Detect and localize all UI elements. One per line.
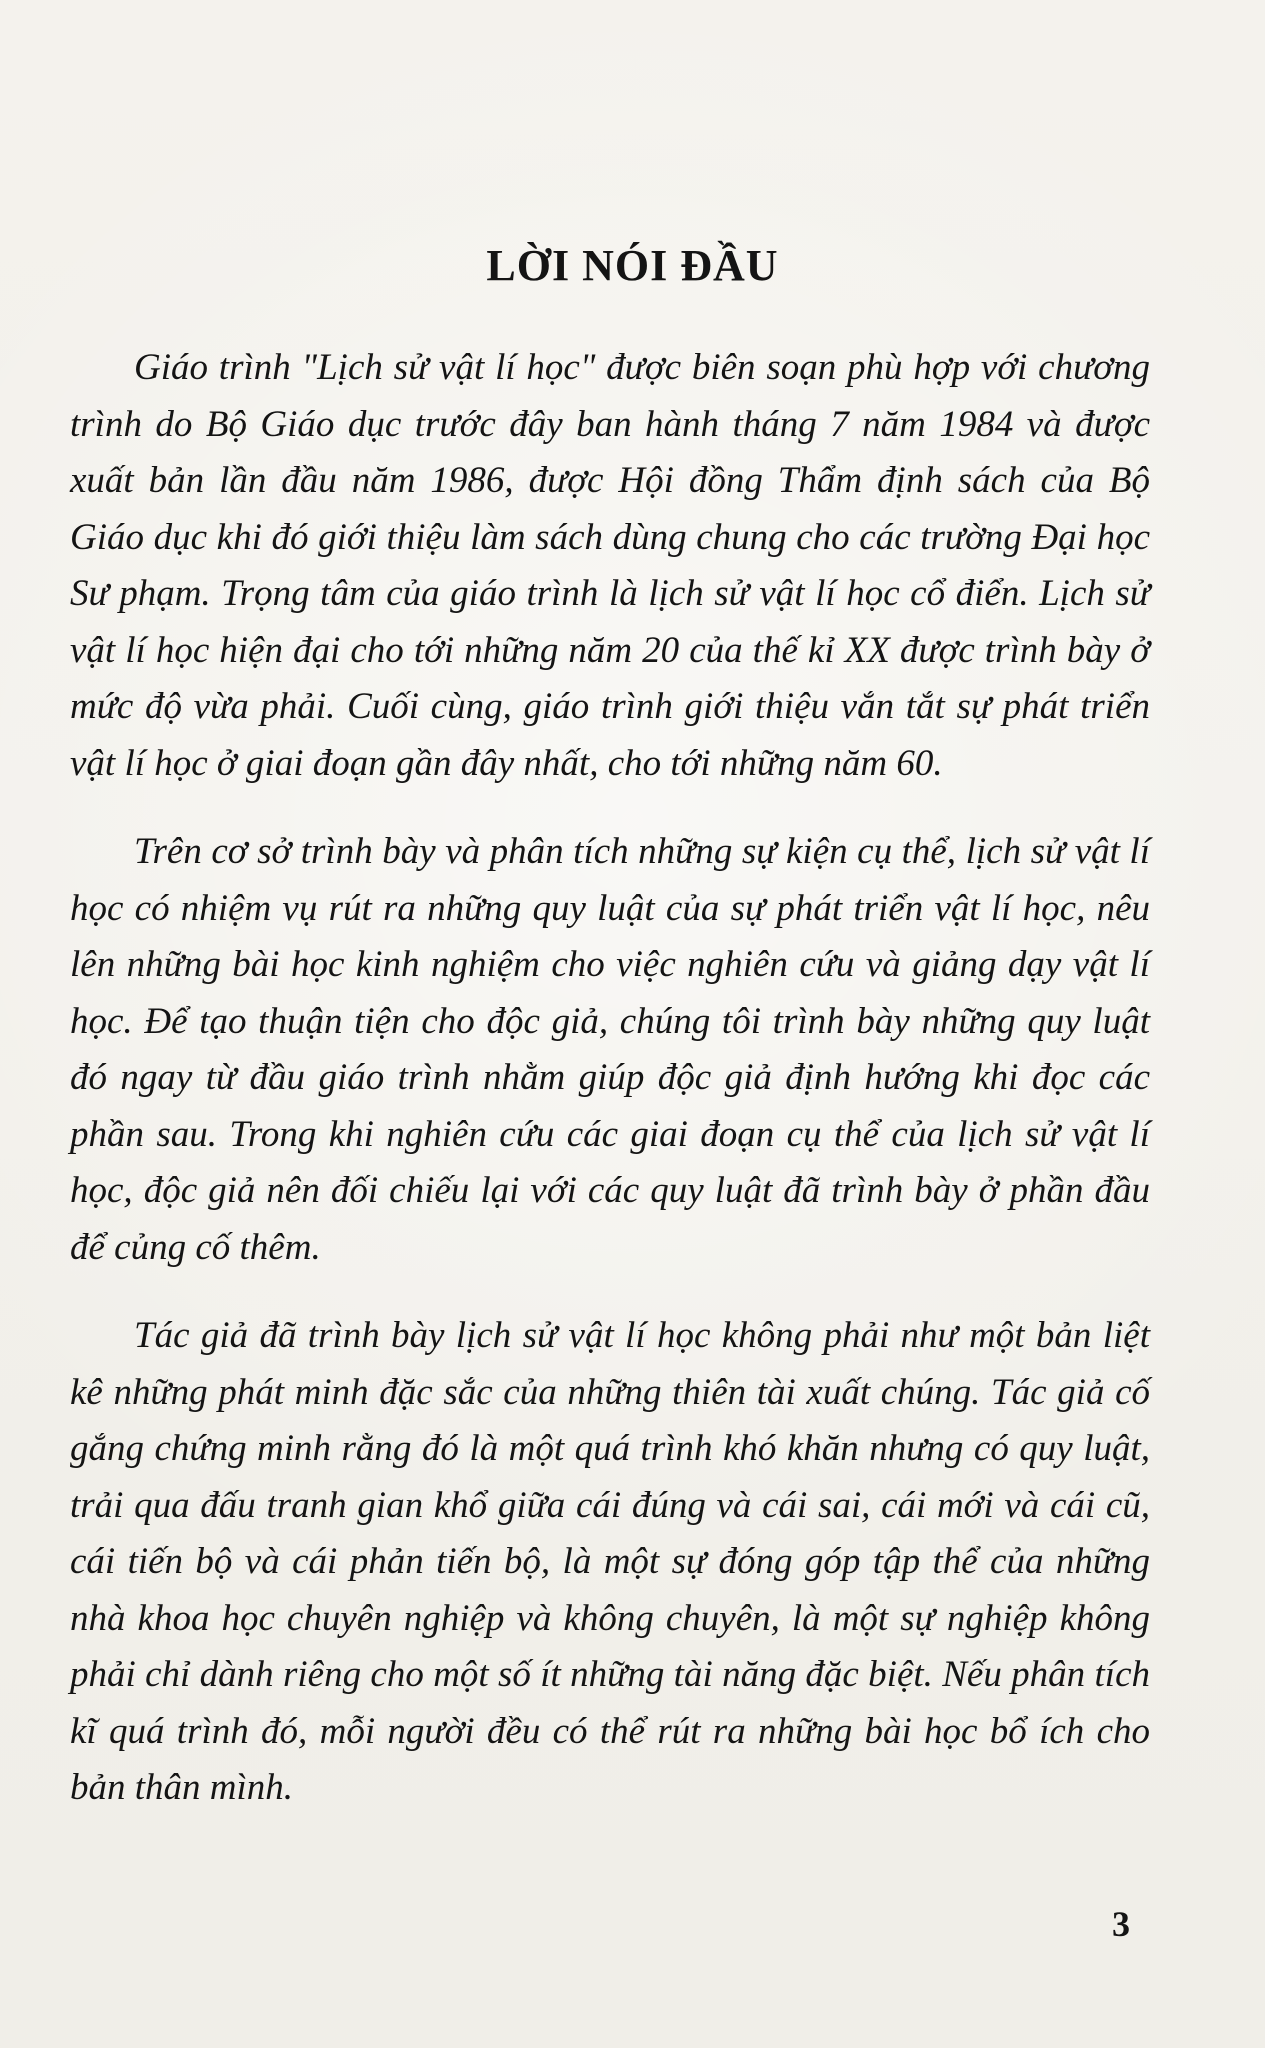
preface-body (70, 340, 1150, 1849)
paragraph-3: Tác giả đã trình bày lịch sử vật lí học không phải như một bản liệt kê những phát minh đặc sắc của những thiên tài xuất chúng. Tác giả cố gắng chứng minh rằng đó là một quá trình khó khăn nhưng có quy luật, trải qua đấu tranh gian khổ giữa cái đúng và cái sai, cái mới và cái cũ, cái tiến bộ và cái phản tiến bộ, là một sự đóng góp tập thể của những nhà khoa học chuyên nghiệp và không chuyên, là một sự nghiệp không phải chỉ dành riêng cho một số ít những tài năng đặc biệt. Nếu phân tích kĩ quá trình đó, mỗi người đều có thể rút ra những bài học bổ ích cho bản thân mình. (70, 1315, 1150, 1808)
paragraph-1: Giáo trình "Lịch sử vật lí học" được biên soạn phù hợp với chương trình do Bộ Giáo dục trước đây ban hành tháng 7 năm 1984 và được xuất bản lần đầu năm 1986, được Hội đồng Thẩm định sách của Bộ Giáo dục khi đó giới thiệu làm sách dùng chung cho các trường Đại học Sư phạm. Trọng tâm của giáo trình là lịch sử vật lí học cổ điển. Lịch sử vật lí học hiện đại cho tới những năm 20 của thế kỉ XX được trình bày ở mức độ vừa phải. Cuối cùng, giáo trình giới thiệu vắn tắt sự phát triển vật lí học ở giai đoạn gần đây nhất, cho tới những năm 60. (70, 347, 1150, 784)
page-number: 3 (1112, 1904, 1130, 1944)
paragraph-2: Trên cơ sở trình bày và phân tích những sự kiện cụ thể, lịch sử vật lí học có nhiệm vụ rút ra những quy luật của sự phát triển vật lí học, nêu lên những bài học kinh nghiệm cho việc nghiên cứu và giảng dạy vật lí học. Để tạo thuận tiện cho độc giả, chúng tôi trình bày những quy luật đó ngay từ đầu giáo trình nhằm giúp độc giả định hướng khi đọc các phần sau. Trong khi nghiên cứu các giai đoạn cụ thể của lịch sử vật lí học, độc giả nên đối chiếu lại với các quy luật đã trình bày ở phần đầu để củng cố thêm. (70, 831, 1150, 1268)
page-title: LỜI NÓI ĐẦU (486, 241, 779, 290)
